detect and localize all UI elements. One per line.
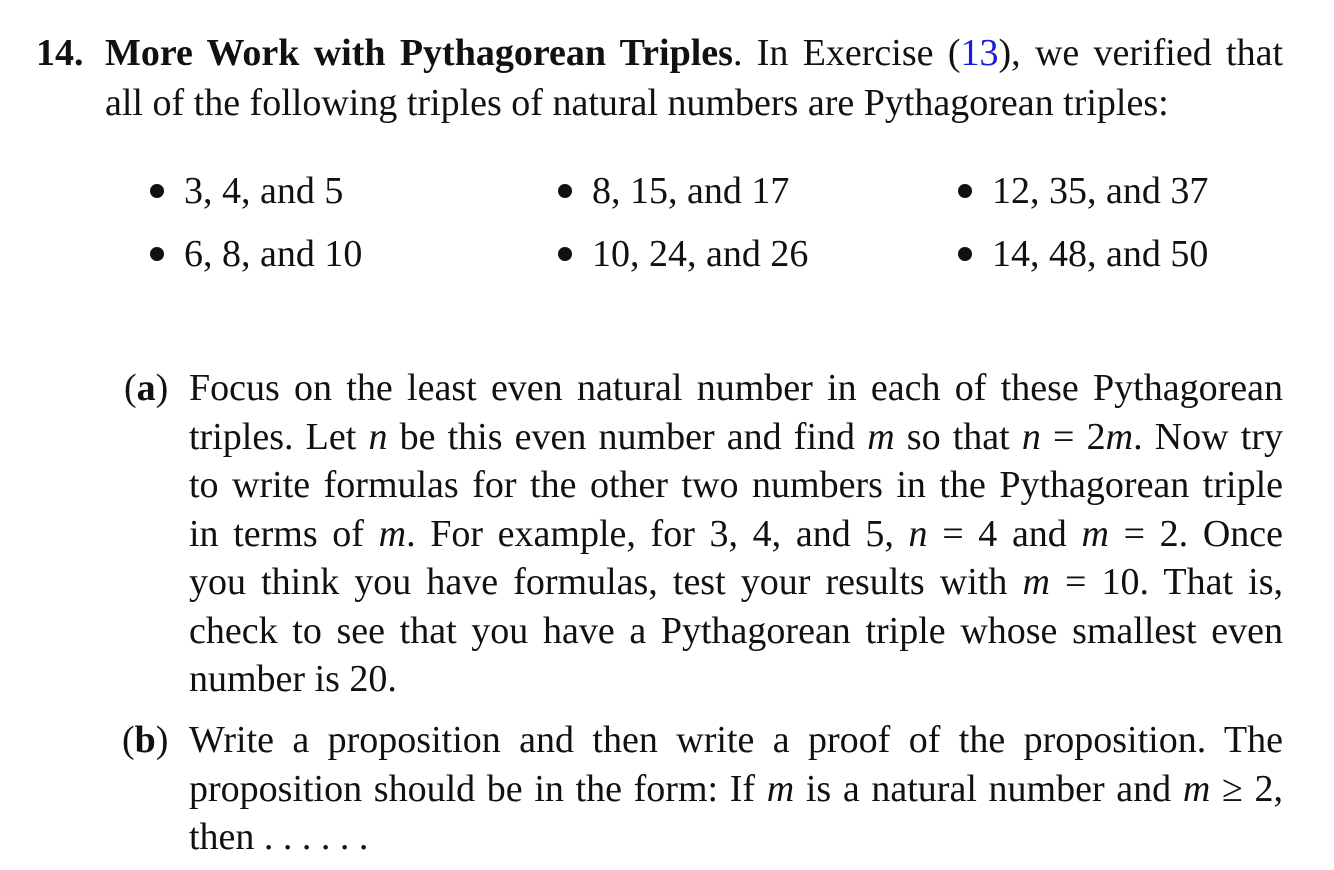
exercise-title: More Work with Pythagorean Triples xyxy=(105,32,733,74)
list-item xyxy=(150,168,343,214)
part-b-line-1: Write a proposition and then write a proof of the proposition. The xyxy=(189,719,1283,761)
part-a-text xyxy=(189,364,1283,704)
part-a-line-7: number is 20. xyxy=(189,658,397,700)
part-a-line-2: triples. Let n be this even number and find m so that n = 2m. Now try xyxy=(189,415,1283,458)
bullet-icon xyxy=(958,247,972,261)
part-a-line-5: you think you have formulas, test your results with m = 10. That is, xyxy=(189,561,1283,603)
exercise-intro xyxy=(105,28,1283,128)
bullet-icon xyxy=(958,184,972,198)
exercise-number: 14. xyxy=(36,32,84,74)
intro-text-1: . In Exercise ( xyxy=(732,32,961,74)
list-item xyxy=(558,231,808,277)
part-a-line-1: Focus on the least even natural number in each of these Pythagorean xyxy=(189,367,1283,409)
list-item xyxy=(558,168,789,214)
triple-text: 12, 35, and 37 xyxy=(992,170,1209,212)
list-item xyxy=(958,168,1208,214)
intro-line-1 xyxy=(105,28,1283,78)
triple-text: 3, 4, and 5 xyxy=(184,170,344,212)
triple-text: 14, 48, and 50 xyxy=(992,233,1209,275)
bullet-icon xyxy=(558,247,572,261)
list-item xyxy=(150,231,362,277)
intro-line-2: all of the following triples of natural numbers are Pythagorean triples: xyxy=(105,82,1169,124)
bullet-icon xyxy=(558,184,572,198)
part-a-label: (a) xyxy=(124,367,169,409)
part-b-label: (b) xyxy=(122,719,169,761)
bullet-icon xyxy=(150,247,164,261)
intro-text-2: ), we verified that xyxy=(998,32,1283,74)
part-a-line-3: to write formulas for the other two numbers in the Pythagorean triple xyxy=(189,464,1283,506)
triple-text: 10, 24, and 26 xyxy=(592,233,809,275)
triple-text: 6, 8, and 10 xyxy=(184,233,363,275)
exercise-cross-reference-link[interactable]: 13 xyxy=(960,32,999,74)
part-b-line-2: proposition should be in the form: If m is a natural number and m ≥ 2, xyxy=(189,767,1283,810)
part-a-line-4: in terms of m. For example, for 3, 4, and 5, n = 4 and m = 2. Once xyxy=(189,512,1284,555)
bullet-icon xyxy=(150,184,164,198)
list-item xyxy=(958,231,1208,277)
part-b-text xyxy=(189,716,1283,862)
part-a-line-6: check to see that you have a Pythagorean triple whose smallest even xyxy=(189,609,1283,652)
triples-list xyxy=(150,168,1250,298)
triple-text: 8, 15, and 17 xyxy=(592,170,790,212)
part-b-line-3: then . . . . . . xyxy=(189,816,369,858)
